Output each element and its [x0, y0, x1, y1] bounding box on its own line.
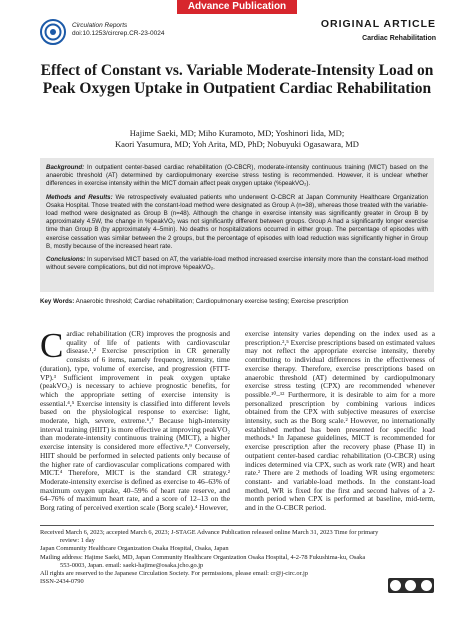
body-column-right	[245, 330, 435, 513]
background-label: Background:	[46, 164, 85, 171]
authors-line-2: Kaori Yasumura, MD; Yoh Arita, MD, PhD; Nobuyuki Ogasawara, MD	[115, 139, 359, 149]
article-type-block	[321, 18, 436, 44]
conclusions-label: Conclusions:	[46, 256, 86, 264]
footnote-received: Received March 6, 2023; accepted March 6, 2023; J-STAGE Advance Publication released online March 31, 2023 Time for primary	[40, 529, 379, 536]
body-column-left	[40, 326, 230, 513]
abstract-methods	[46, 194, 428, 251]
abstract-box	[40, 158, 434, 292]
intro-text-left: ardiac rehabilitation (CR) improves the prognosis and quality of life of patients with cardiovascular disease.¹,² Exercise prescription in CR generally consists of 6 items, namely frequency, intensity, time (duration), type, volume of exercise, and progression (FITT-VP).³ Sufficient improvement in peak oxygen uptake (peakVO₂) is necessary to achieve prognostic benefits, for which the appropriate setting of exercise intensity is essential.⁴,⁵ Exercise intensity is classified into different levels based on the physiological response to exercise: light, moderate, high, severe, extreme.⁶,⁷ Because high-intensity interval training (HIIT) is more effective at improving peakVO₂ than moderate-intensity continuous training (MICT), a higher exercise intensity is considered more effective.⁸,⁹ Conversely, HIIT should be performed in selected patients only because of the higher rate of cardiovascular complications compared with MICT.⁴ Therefore, MICT is the standard CR strategy.² Moderate-intensity exercise is defined as exercise to 46–63% of maximum oxygen uptake, 40–59% of heart rate reserve, and 64–76% of maximum heart rate, and a score of 12–13 on the Borg rating of perceived exertion scale (Borg scale).⁴ However,	[40, 329, 230, 513]
drop-cap: C	[40, 326, 64, 365]
intro-text-right: exercise intensity varies depending on the index used as a prescription.²,⁵ Exercise prescriptions based on estimated values may not reflect the appropriate exercise intensity, thereby contributing to individual differences in the effectiveness of exercise therapy. Therefore, exercise prescriptions based on anaerobic threshold (AT) determined by cardiopulmonary exercise stress testing (CPX) are recommended whenever possible.¹⁰–¹² Furthermore, it is desirable to aim for a more personalized prescription by combining various indices obtained from the CPX with subjective measures of exercise intensity, such as the Borg scale.² However, no internationally established method has been presented for specific load methods.⁶ In Japanese guidelines, MICT is recommended for exercise prescription after the recovery phase (Phase II) in outpatient center-based cardiac rehabilitation (O-CBCR) using indices determined via CPX, such as work rate (WR) and heart rate.² There are 2 methods of loading WR using ergometers: constant- and variable-load methods. In the constant-load method, WR is fixed for the first and second halves of a 2-month period when CPX is performed at baseline, mid-term, and in the O-CBCR period.	[245, 329, 435, 513]
article-type: ORIGINAL ARTICLE	[320, 18, 436, 30]
author-list	[40, 128, 434, 150]
article-title: Effect of Constant vs. Variable Moderate-Intensity Load on Peak Oxygen Uptake in Outpatient Cardiac Rehabilitation	[40, 62, 434, 97]
by-icon	[405, 580, 416, 591]
conclusions-text: In supervised MICT based on AT, the variable-load method increased exercise intensity more than the constant-load method without severe complications, but did not improve %peakVO₂.	[46, 256, 428, 272]
journal-name: Circulation Reports	[72, 22, 128, 29]
circulation-reports-logo-icon	[40, 19, 66, 45]
footnote-mailing: Mailing address: Hajime Saeki, MD, Japan Community Healthcare Organization Osaka Hospital, 4-2-78 Fukushima-ku, Osaka	[40, 553, 366, 561]
footnote-affiliation: Japan Community Healthcare Organization Osaka Hospital, Osaka, Japan	[40, 545, 229, 553]
background-text: In outpatient center-based cardiac rehabilitation (O-CBCR), moderate-intensity continuous training (MICT) based on the anaerobic threshold (AT) determined by cardiopulmonary exercise stress testing is recommended. However, it is unclear whether differences in exercise intensity within the MICT domain affect peak oxygen uptake (%peakVO₂).	[46, 164, 428, 188]
footnotes	[40, 525, 434, 586]
authors-line-1: Hajime Saeki, MD; Miho Kuramoto, MD; Yoshinori Iida, MD;	[129, 128, 345, 138]
keywords	[40, 298, 434, 306]
footnote-rights: All rights are reserved to the Japanese Circulation Society. For permissions, please email: cr@j-circ.or.jp	[40, 570, 308, 578]
creative-commons-license-icon[interactable]	[388, 578, 434, 593]
nc-icon	[421, 580, 432, 591]
journal-info	[72, 22, 165, 38]
methods-text: We retrospectively evaluated patients who underwent O-CBCR at Japan Community Healthcare Organization Osaka Hospital. Those treated with the constant-load method were designated as Group A (n=38), whereas those treated with the variable-load method were designated as Group B (n=48). Although the change in exercise intensity was significantly greater in Group B by approximately 4.5W, the change in %peakVO₂ was not significantly different between groups. Group A had a significantly longer exercise time than Group B (by approximately 4–5min). No deaths or hospitalizations occurred in either group. The percentage of episodes with exercise cessation was similar between the 2 groups, but the percentage of episodes with load reduction was significantly higher in Group B, mostly because of the increased heart rate.	[46, 193, 428, 250]
article-category: Cardiac Rehabilitation	[362, 35, 436, 42]
intro-paragraph	[40, 326, 230, 513]
footnote-mailing-2: 553-0003, Japan. email: saeki-hajime@osaka.jcho.go.jp	[60, 561, 204, 569]
footnote-review: review: 1 day	[60, 537, 95, 545]
abstract-conclusions	[46, 256, 428, 272]
advance-publication-badge: Advance Publication	[177, 0, 297, 14]
keywords-text: Anaerobic threshold; Cardiac rehabilitation; Cardiopulmonary exercise testing; Exercise prescription	[74, 298, 349, 305]
footnote-issn: ISSN-2434-0790	[40, 578, 84, 586]
methods-label: Methods and Results:	[46, 193, 113, 201]
abstract-background	[46, 164, 428, 189]
cc-icon	[390, 580, 401, 591]
keywords-label: Key Words:	[40, 298, 75, 305]
journal-doi[interactable]: doi:10.1253/circrep.CR-23-0024	[72, 30, 165, 37]
